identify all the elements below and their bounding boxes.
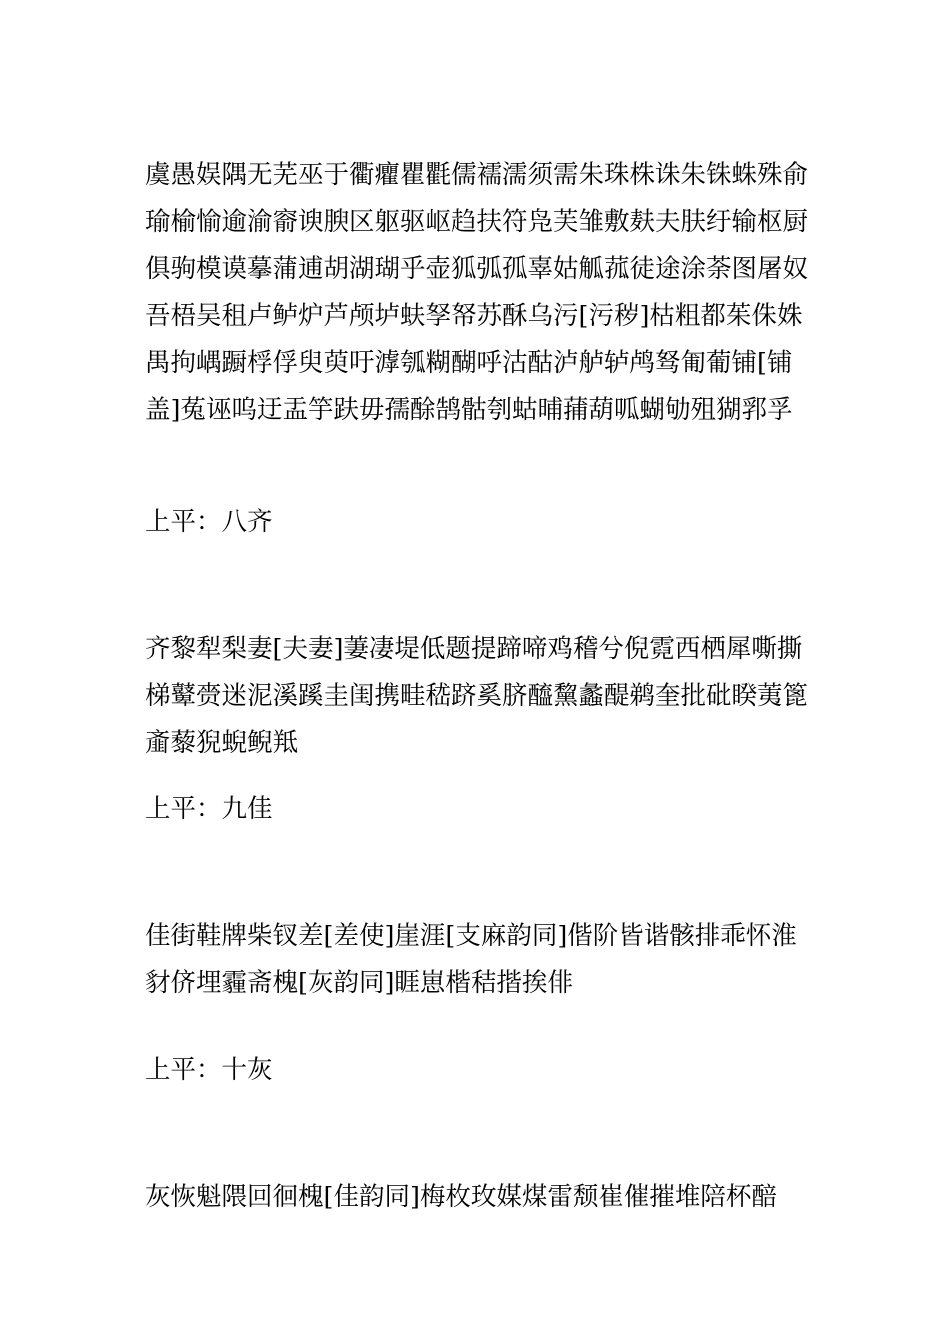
section-heading-shi-hui: 上平：十灰	[145, 1055, 273, 1085]
rhyme-character-list: 虞愚娱隅无芜巫于衢癯瞿氍儒襦濡须需朱珠株诛朱铢蛛殊俞瑜榆愉逾渝窬谀腴区躯驱岖趋扶符凫芙雏敷麸夫肤纡输枢厨俱驹模谟摹蒲逋胡湖瑚乎壶狐弧孤辜姑觚菰徒途涂荼图屠奴吾梧吴租卢鲈炉芦颅垆蚨孥帑苏酥乌污[污秽]枯粗都茱侏姝禺拘嵎蹰桴俘臾萸吁滹瓠糊醐呼沽酤泸舻轳鸬驽匍葡铺[铺盖]菟诬呜迂盂竽趺毋孺酴鹄骷刳蛄晡蒱葫呱蝴劬殂猢郛孚	[145, 159, 809, 425]
section-heading-jiu-jia: 上平：九佳	[145, 794, 273, 824]
rhyme-character-list-jiu-jia: 佳街鞋牌柴钗差[差使]崖涯[支麻韵同]偕阶皆谐骸排乖怀淮豺侪埋霾斋槐[灰韵同]睚崽楷秸揩挨俳	[145, 920, 797, 998]
section-heading-ba-qi: 上平：八齐	[145, 507, 273, 537]
rhyme-character-list-shi-hui: 灰恢魁隈回徊槐[佳韵同]梅枚玫媒煤雷颓崔催摧堆陪杯醅	[145, 1181, 777, 1212]
rhyme-character-list-ba-qi: 齐黎犁梨妻[夫妻]萋凄堤低题提蹄啼鸡稽兮倪霓西栖犀嘶撕梯鼙赍迷泥溪蹊圭闺携畦嵇跻奚脐醯黧蠡醍鹈奎批砒睽荑篦齑藜猊蜺鲵羝	[145, 633, 809, 758]
